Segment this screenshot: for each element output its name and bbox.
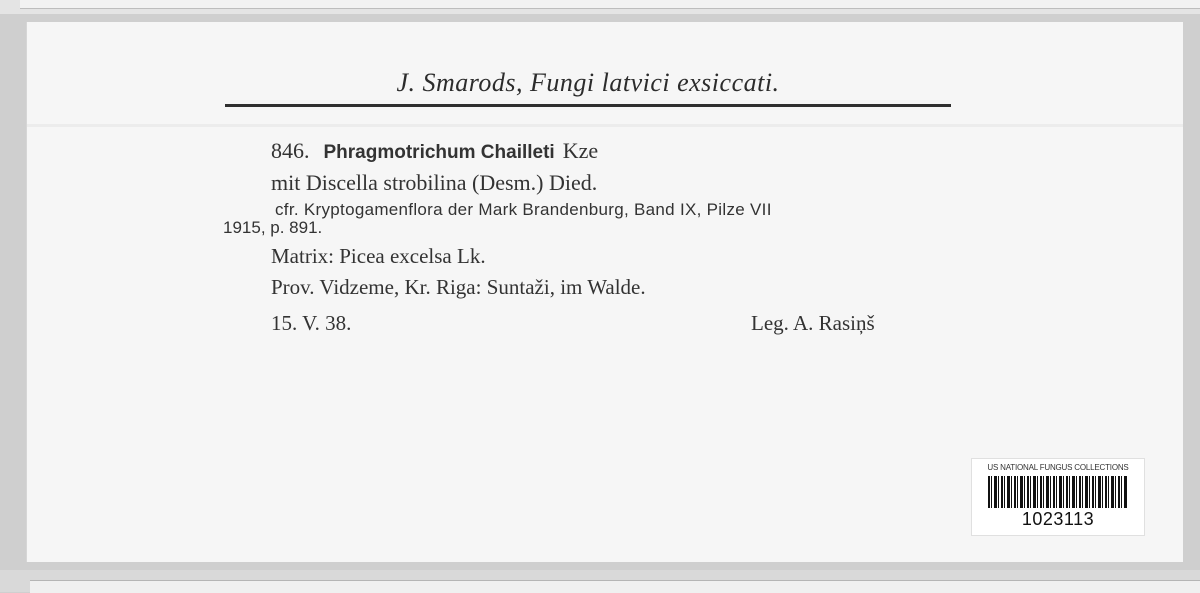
exsiccata-number: 846. bbox=[271, 138, 310, 163]
taxon-name: Phragmotrichum Chailleti bbox=[323, 142, 555, 163]
collector: Leg. A. Rasiņš bbox=[751, 311, 875, 335]
previous-label-edge bbox=[0, 0, 1200, 14]
paper-fold bbox=[27, 124, 1183, 127]
title-rule bbox=[225, 104, 951, 107]
specimen-name-line bbox=[271, 138, 598, 164]
herbarium-label bbox=[26, 22, 1183, 562]
citation-line-2: 1915, p. 891. bbox=[223, 218, 323, 237]
matrix-line: Matrix: Picea excelsa Lk. bbox=[271, 244, 486, 268]
barcode-institution: US NATIONAL FUNGUS COLLECTIONS bbox=[987, 463, 1129, 472]
taxon-author: Kze bbox=[562, 138, 599, 163]
series-title: J. Smarods, Fungi latvici exsiccati. bbox=[396, 68, 780, 97]
barcode-sticker bbox=[971, 458, 1145, 536]
associated-taxon: mit Discella strobilina (Desm.) Died. bbox=[271, 170, 598, 195]
locality-line: Prov. Vidzeme, Kr. Riga: Suntaži, im Walde. bbox=[271, 275, 646, 299]
barcode-number: 1023113 bbox=[1021, 509, 1095, 529]
citation-line-1: cfr. Kryptogamenflora der Mark Brandenburg, Band IX, Pilze VII bbox=[275, 200, 772, 219]
next-label-edge bbox=[0, 570, 1200, 592]
barcode-bars bbox=[988, 476, 1128, 508]
collection-date: 15. V. 38. bbox=[271, 311, 352, 335]
